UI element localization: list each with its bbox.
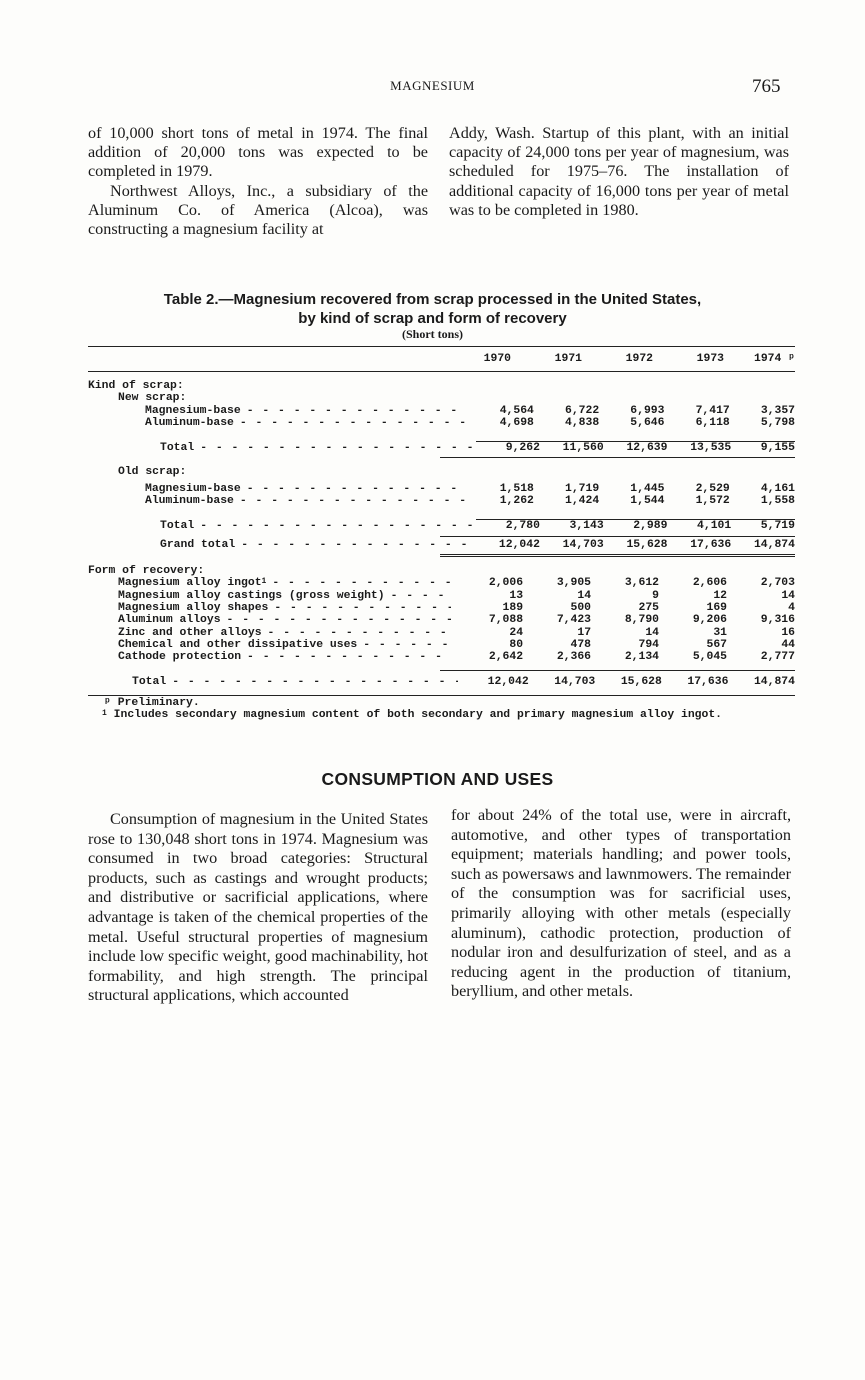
row-label: Old scrap: [118,465,187,478]
table-cell: 3,612 [624,577,660,590]
table-cell: 2,703 [760,577,795,590]
table-row [88,651,795,663]
table-cell: 5,646 [630,417,665,430]
table-cell: 1,518 [499,482,534,495]
consumption-left-column [88,810,428,1006]
table-cell: 2,529 [695,482,730,495]
table-cell: 16 [781,626,795,639]
table-cell: 12,639 [604,441,668,454]
year-header: 1972 [625,352,653,365]
total-row [88,438,795,455]
row-label: Magnesium alloy castings (gross weight) [118,589,385,602]
footnote: ᵖ Preliminary. [104,697,200,709]
table-cell: 6,722 [565,404,600,417]
section-heading: CONSUMPTION AND USES [321,769,554,789]
table-cell: 2,989 [604,519,668,532]
year-header: 1974 ᵖ [753,352,795,365]
row-label: Total [160,442,195,455]
table-cell: 6,993 [630,404,665,417]
table-title-line: Table 2.—Magnesium recovered from scrap processed in the United States, [163,291,702,308]
year-header: 1973 [696,352,724,365]
table-cell: 1,424 [565,495,600,508]
row-label: Total [160,520,195,533]
table-cell: 275 [638,601,660,614]
page-number: 765 [752,76,781,97]
table-cell: 9,316 [760,614,795,627]
row-label: Kind of scrap: [88,380,184,392]
row-label: Magnesium alloy ingot$^1$ [118,577,267,590]
table-cell: 794 [638,639,660,652]
table-cell: 7,088 [488,614,524,627]
table-cell: 12,042 [487,676,529,689]
table-row [88,590,795,602]
table-cell: 17 [577,626,592,639]
table-cell: 2,134 [624,651,660,664]
table-cell: 2,606 [692,577,727,590]
row-label: Zinc and other alloys [118,626,262,639]
table-cell: 1,572 [695,495,730,508]
consumption-right-column [451,806,791,1002]
intro-paragraph: Addy, Wash. Startup of this plant, with an initial capacity of 24,000 tons per year of magnesium, was scheduled for 1975–76. The installation of additional capacity of 16,000 tons per year of metal was to be completed in 1980. [449,124,789,219]
table-cell: 2,777 [760,651,795,664]
row-label: Aluminum alloys [118,614,221,627]
table-row [88,639,795,651]
row-label: Aluminum-base [145,495,234,508]
table-cell: 5,045 [692,651,727,664]
section-heading-row [88,392,795,404]
table-cell: 24 [509,626,524,639]
table-cell: 15,628 [620,676,662,689]
row-label: Cathode protection [118,651,242,664]
table-cell: 13 [509,589,524,602]
table-row [88,495,795,507]
table-cell: 1,558 [760,495,796,508]
table-footnotes [104,697,824,721]
year-header: 1971 [554,352,582,365]
table-cell: 14,874 [753,539,795,552]
table-cell: 9 [652,589,660,602]
intro-paragraph: of 10,000 short tons of metal in 1974. The final addition of 20,000 tons was expected to be completed in 1979. [88,124,428,181]
table-cell: 2,642 [488,651,524,664]
table-cell: 9,155 [731,441,795,454]
table-cell: 14,703 [562,539,604,552]
row-label: Form of recovery: [88,564,205,577]
table-cell: 12 [713,589,727,602]
table-cell: 4,698 [499,417,534,430]
table-cell: 11,560 [540,441,604,454]
row-label: Magnesium alloy shapes [118,601,269,614]
row-label: Chemical and other dissipative uses [118,639,358,652]
table-cell: 567 [706,639,727,652]
row-label: New scrap: [118,392,187,405]
section-heading-row [88,380,795,392]
table-cell: 14 [781,589,795,602]
table-cell: 5,798 [760,417,796,430]
table-cell: 3,905 [556,577,592,590]
table-cell: 12,042 [498,539,540,552]
section-heading-row [88,466,795,478]
table-cell: 3,357 [760,404,796,417]
table-cell: 8,790 [624,614,660,627]
table-cell: 7,423 [556,614,592,627]
section-heading-row [88,565,795,577]
grand-total-row [88,537,795,552]
table-row [88,627,795,639]
row-label: Aluminum-base [145,417,234,430]
row-label: Magnesium-base [145,482,241,495]
table-cell: 189 [502,601,524,614]
table-cell: 31 [713,626,727,639]
row-label: Grand total [160,539,236,552]
table-cell: 4,564 [499,404,534,417]
table-header-row [88,347,795,371]
scrap-recovery-table [88,346,795,696]
table-row [88,483,795,495]
intro-right-column [449,124,789,220]
table-cell: 5,719 [731,519,795,532]
running-title: MAGNESIUM [390,78,475,93]
table-cell: 478 [570,639,592,652]
total-row [88,671,795,689]
table-cell: 15,628 [626,539,668,552]
row-label: Magnesium-base [145,404,241,417]
body-paragraph: for about 24% of the total use, were in aircraft, automotive, and other types of transportation equipment; materials handling; and power tools, such as powersaws and lawnmowers. The remainder of the consumption was for sacrificial uses, primarily alloying with other metals (especially aluminum), cathodic protection, production of nodular iron and desulfurization of steel, and as a reducing agent in the production of titanium, beryllium, and other metals. [451,806,791,1001]
table-cell: 4,161 [760,482,796,495]
body-paragraph: Consumption of magnesium in the United States rose to 130,048 short tons in 1974. Magnesium was consumed in two broad categories: Structural products, such as castings and wrought products; and distributive or sacrificial applications, where advantage is taken of the chemical properties of the metal. Useful structural properties of magnesium include low specific weight, good machinability, hot formability, and high strength. The principal structural applications, which accounted [88,810,428,1005]
table-cell: 14 [645,626,660,639]
table-cell: 1,719 [565,482,600,495]
table-cell: 14 [577,589,592,602]
intro-paragraph: Northwest Alloys, Inc., a subsidiary of the Aluminum Co. of America (Alcoa), was constructing a magnesium facility at [88,181,428,239]
table-cell: 1,445 [630,482,665,495]
table-cell: 3,143 [540,519,604,532]
table-cell: 1,544 [630,495,665,508]
table-cell: 169 [706,601,727,614]
table-cell: 13,535 [667,441,731,454]
table-cell: 9,262 [476,441,540,454]
table-cell: 17,636 [690,539,732,552]
table-cell: 6,118 [695,417,730,430]
table-cell: 80 [509,639,524,652]
table-cell: 4 [788,601,795,614]
table-cell: 4,838 [565,417,600,430]
table-row [88,602,795,614]
table-cell: 2,006 [488,577,524,590]
table-cell: 500 [570,601,592,614]
table-cell: 9,206 [692,614,727,627]
table-cell: 2,366 [556,651,592,664]
table-cell: 2,780 [476,519,540,532]
footnote: $^1$ Includes secondary magnesium content of both secondary and primary magnesium alloy ingot. [102,709,723,721]
intro-left-column [88,124,428,239]
table-unit: (Short tons) [401,327,463,341]
table-cell: 44 [781,639,795,652]
table-cell: 17,636 [687,676,729,689]
table-title-line: by kind of scrap and form of recovery [298,310,567,327]
table-row [88,417,795,429]
table-cell: 1,262 [499,495,534,508]
table-cell: 14,703 [554,676,596,689]
table-cell: 14,874 [753,676,795,689]
table-cell: 7,417 [695,404,730,417]
row-label: Total [132,676,167,689]
table-title [0,290,865,328]
table-row [88,614,795,626]
table-cell: 4,101 [667,519,731,532]
total-row [88,516,795,533]
table-row [88,405,795,417]
year-header: 1970 [483,352,511,365]
table-row [88,577,795,589]
